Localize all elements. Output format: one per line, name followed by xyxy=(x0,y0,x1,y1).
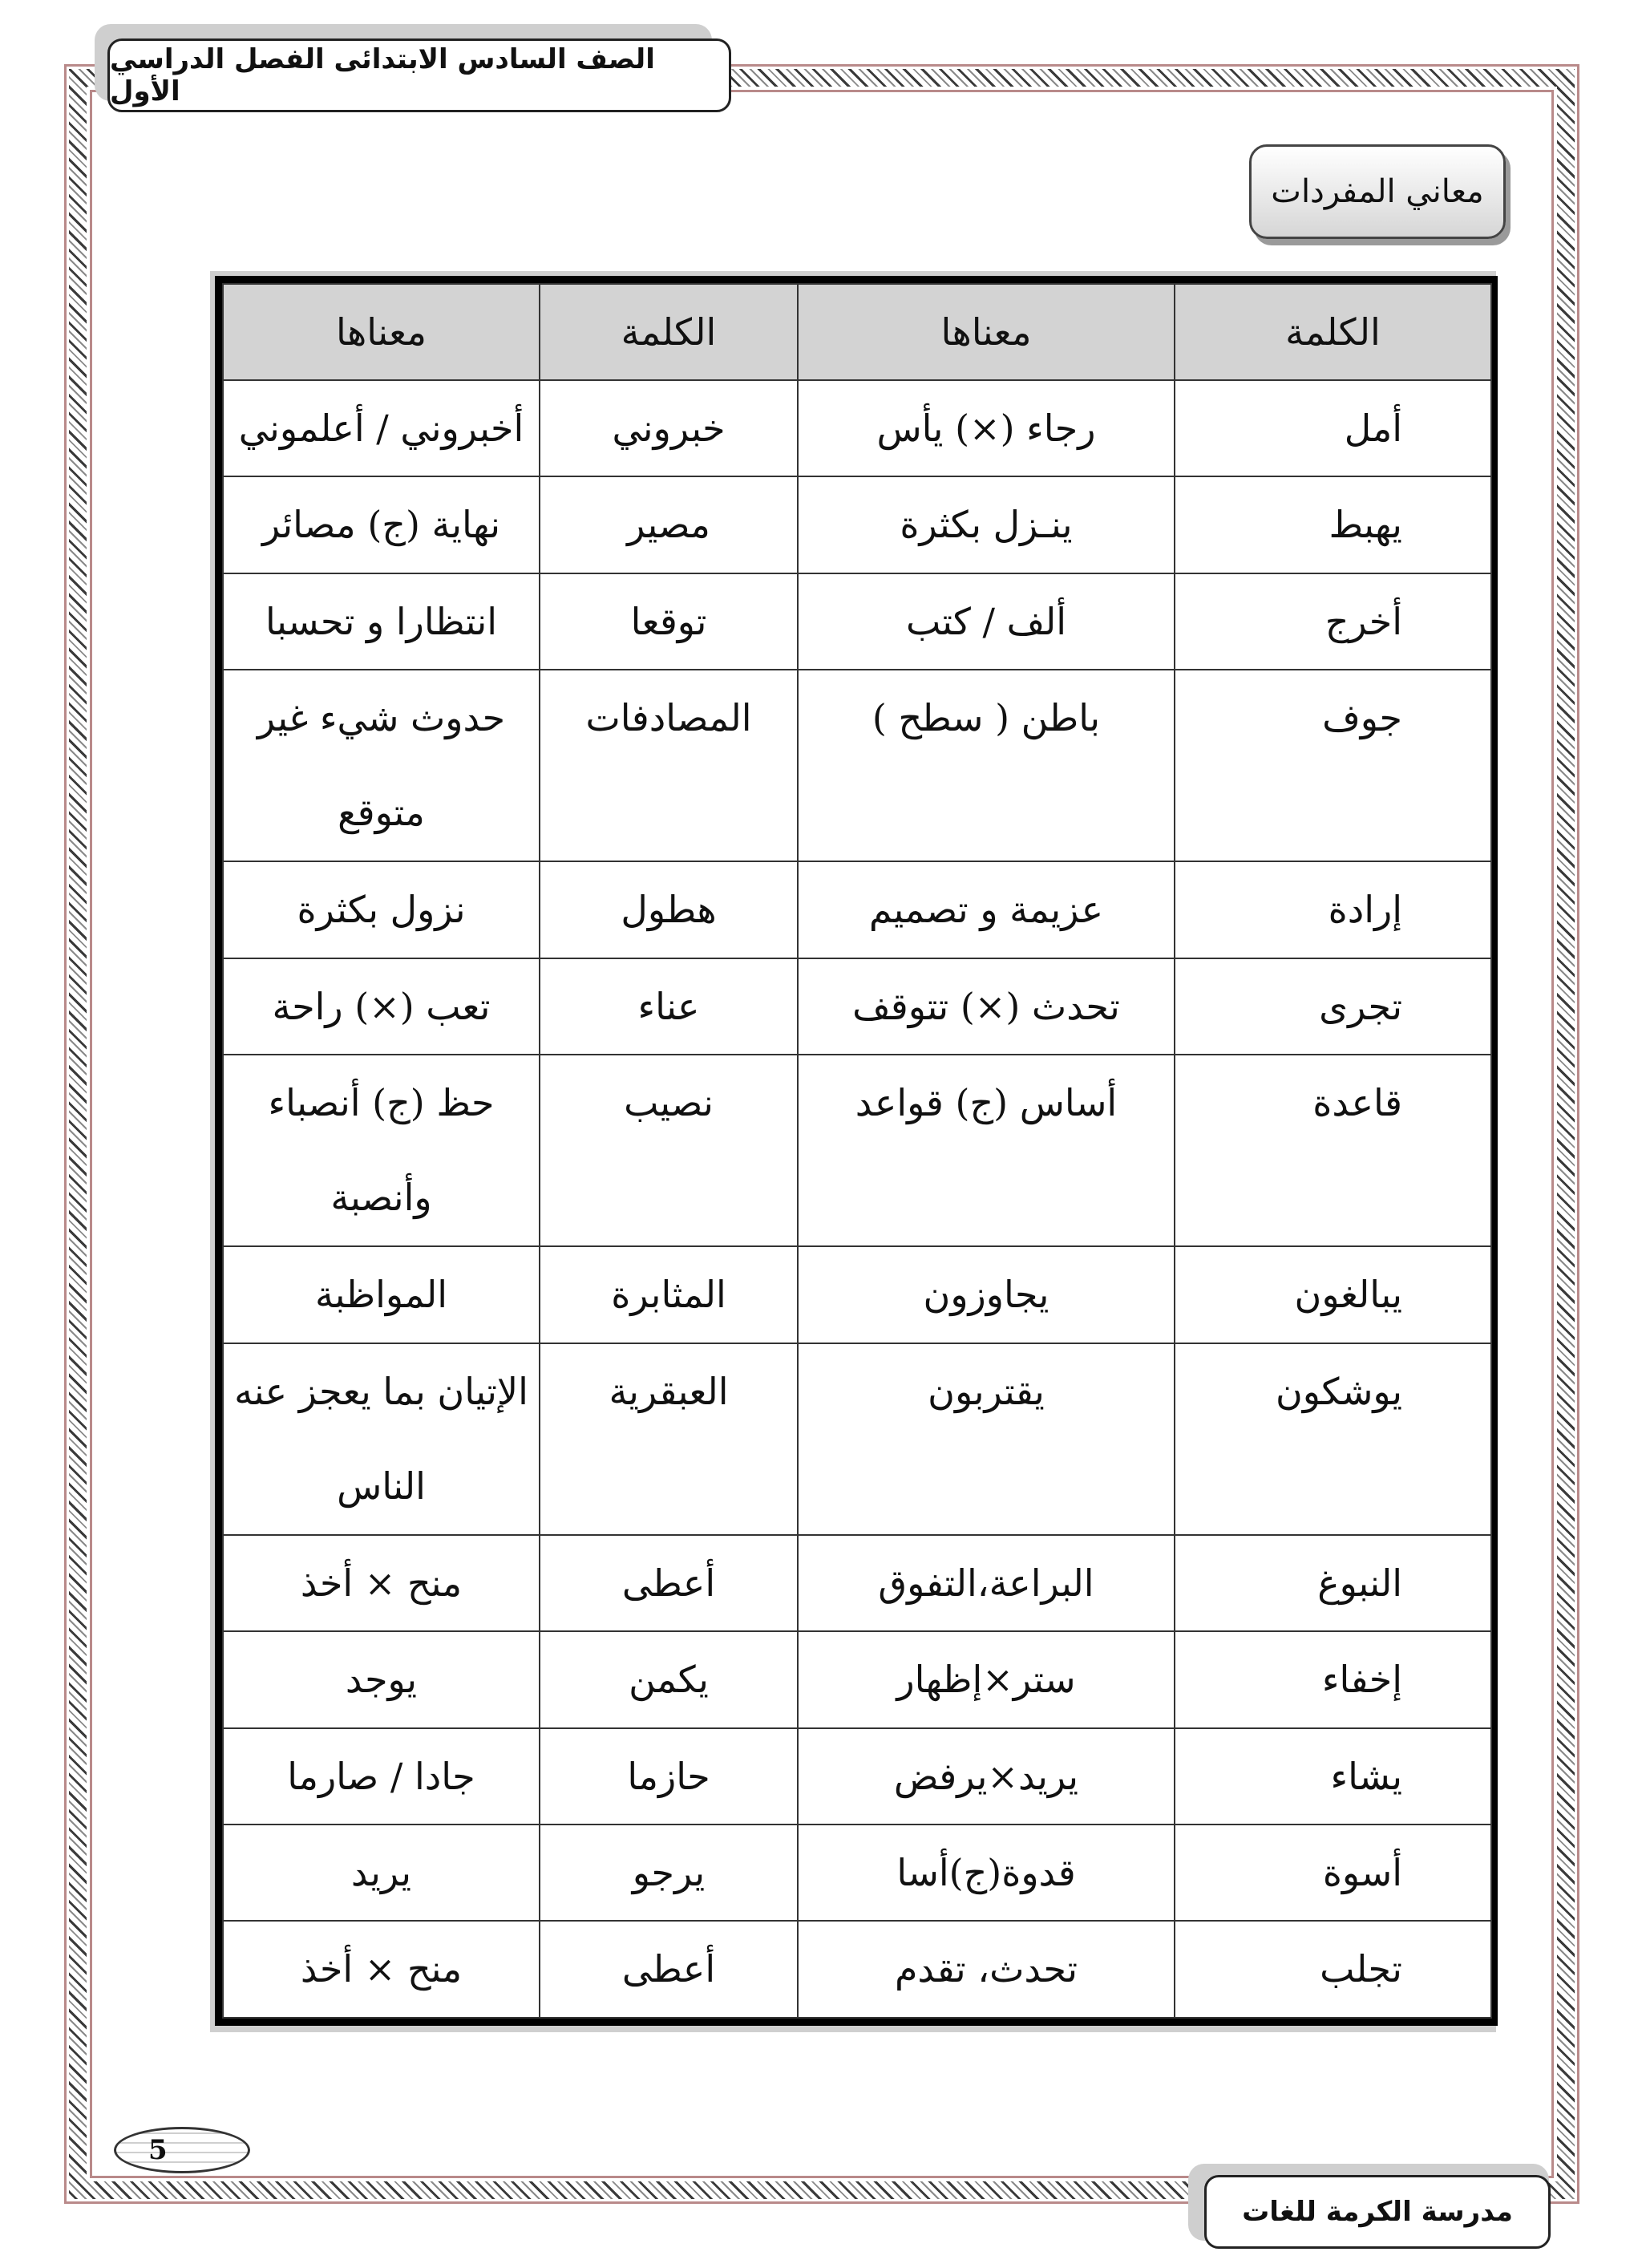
word-cell: تجلب xyxy=(1175,1921,1491,2018)
table-row xyxy=(223,670,1491,861)
meaning-cell: جادا / صارما xyxy=(223,1728,540,1825)
word-cell: أمل xyxy=(1175,380,1491,476)
meaning-cell: نزول بكثرة xyxy=(223,861,540,958)
meaning-cell: منح × أخذ xyxy=(223,1921,540,2018)
word-cell: قاعدة xyxy=(1175,1055,1491,1246)
table-row xyxy=(223,1535,1491,1631)
header-meaning-2: معناها xyxy=(223,284,540,380)
word-cell: توقعا xyxy=(540,573,798,670)
word-cell: يرجو xyxy=(540,1825,798,1921)
table-row xyxy=(223,1825,1491,1921)
word-cell: إخفاء xyxy=(1175,1631,1491,1727)
word-cell: النبوغ xyxy=(1175,1535,1491,1631)
word-cell: نصيب xyxy=(540,1055,798,1246)
word-cell: يبالغون xyxy=(1175,1246,1491,1343)
meaning-cell: يجاوزون xyxy=(798,1246,1175,1343)
header-word-2: الكلمة xyxy=(540,284,798,380)
header-title: الصف السادس الابتدائى الفصل الدراسي الأول xyxy=(107,38,731,112)
meaning-cell: انتظارا و تحسبا xyxy=(223,573,540,670)
meaning-cell: ستر×إظهار xyxy=(798,1631,1175,1727)
vocabulary-table-frame xyxy=(215,276,1498,2026)
word-cell: المثابرة xyxy=(540,1246,798,1343)
table-header-row xyxy=(223,284,1491,380)
footer-school-name: مدرسة الكرمة للغات xyxy=(1204,2175,1551,2249)
meaning-cell: حدوث شيء غير متوقع xyxy=(223,670,540,861)
meaning-cell: باطن ( سطح ) xyxy=(798,670,1175,861)
vocabulary-table xyxy=(222,283,1492,2019)
table-row xyxy=(223,380,1491,476)
table-row xyxy=(223,1728,1491,1825)
word-cell: هطول xyxy=(540,861,798,958)
meaning-cell: منح × أخذ xyxy=(223,1535,540,1631)
table-row xyxy=(223,573,1491,670)
word-cell: خبروني xyxy=(540,380,798,476)
word-cell: يوشكون xyxy=(1175,1343,1491,1535)
section-title: معاني المفردات xyxy=(1249,144,1506,239)
meaning-cell: المواظبة xyxy=(223,1246,540,1343)
meaning-cell: رجاء (×) يأس xyxy=(798,380,1175,476)
word-cell: جوف xyxy=(1175,670,1491,861)
word-cell: العبقرية xyxy=(540,1343,798,1535)
word-cell: أخرج xyxy=(1175,573,1491,670)
table-row xyxy=(223,1055,1491,1246)
meaning-cell: تحدث، تقدم xyxy=(798,1921,1175,2018)
table-row xyxy=(223,1921,1491,2018)
meaning-cell: ينـزل بكثرة xyxy=(798,476,1175,573)
table-row xyxy=(223,1631,1491,1727)
table-row xyxy=(223,861,1491,958)
word-cell: عناء xyxy=(540,958,798,1055)
word-cell: إرادة xyxy=(1175,861,1491,958)
header-word-1: الكلمة xyxy=(1175,284,1491,380)
meaning-cell: عزيمة و تصميم xyxy=(798,861,1175,958)
word-cell: يهبط xyxy=(1175,476,1491,573)
meaning-cell: أساس (ج) قواعد xyxy=(798,1055,1175,1246)
page-number: 5 xyxy=(114,2127,250,2173)
meaning-cell: البراعة،التفوق xyxy=(798,1535,1175,1631)
word-cell: أعطى xyxy=(540,1535,798,1631)
meaning-cell: تحدث (×) تتوقف xyxy=(798,958,1175,1055)
table-row xyxy=(223,476,1491,573)
meaning-cell: أخبروني / أعلموني xyxy=(223,380,540,476)
table-row xyxy=(223,1246,1491,1343)
word-cell: يكمن xyxy=(540,1631,798,1727)
meaning-cell: قدوة(ج)أسا xyxy=(798,1825,1175,1921)
table-row xyxy=(223,1343,1491,1535)
meaning-cell: حظ (ج) أنصباء وأنصبة xyxy=(223,1055,540,1246)
meaning-cell: تعب (×) راحة xyxy=(223,958,540,1055)
meaning-cell: ألف / كتب xyxy=(798,573,1175,670)
meaning-cell: يوجد xyxy=(223,1631,540,1727)
meaning-cell: يقتربون xyxy=(798,1343,1175,1535)
meaning-cell: نهاية (ج) مصائر xyxy=(223,476,540,573)
word-cell: مصير xyxy=(540,476,798,573)
word-cell: أسوة xyxy=(1175,1825,1491,1921)
meaning-cell: يريد xyxy=(223,1825,540,1921)
word-cell: أعطى xyxy=(540,1921,798,2018)
header-meaning-1: معناها xyxy=(798,284,1175,380)
word-cell: يشاء xyxy=(1175,1728,1491,1825)
word-cell: تجرى xyxy=(1175,958,1491,1055)
meaning-cell: الإتيان بما يعجز عنه الناس xyxy=(223,1343,540,1535)
word-cell: حازما xyxy=(540,1728,798,1825)
word-cell: المصادفات xyxy=(540,670,798,861)
table-row xyxy=(223,958,1491,1055)
meaning-cell: يريد×يرفض xyxy=(798,1728,1175,1825)
